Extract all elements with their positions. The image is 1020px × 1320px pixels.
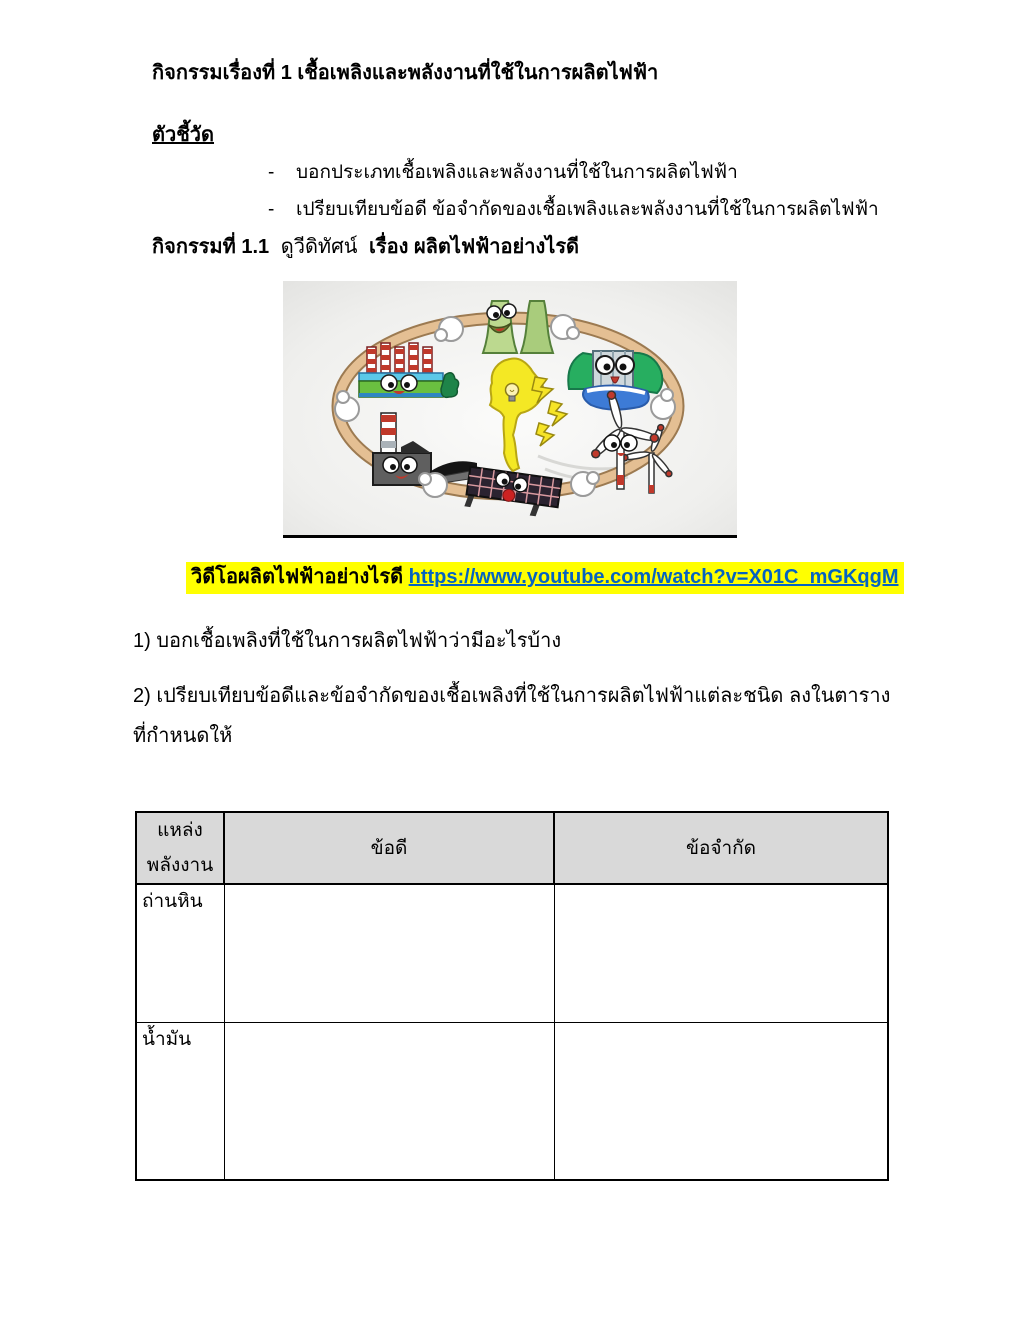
table-header-row [136, 812, 888, 884]
activity-heading [152, 232, 579, 262]
question-2: 2) เปรียบเทียบข้อดีและข้อจำกัดของเชื้อเพลิงที่ใช้ในการผลิตไฟฟ้าแต่ละชนิด ลงในตาราง [133, 685, 891, 707]
indicator-item [268, 195, 879, 232]
power-sources-cartoon [283, 281, 737, 535]
header-energy-source: แหล่ง พลังงาน [136, 812, 224, 884]
worksheet-illustration [283, 281, 737, 538]
cell-oil-pros[interactable] [224, 1023, 554, 1181]
comparison-table-wrap [135, 811, 889, 1181]
bullet-dash: - [268, 199, 275, 220]
indicator-text: บอกประเภทเชื้อเพลิงและพลังงานที่ใช้ในการผลิตไฟฟ้า [296, 162, 738, 183]
video-caption-line [186, 562, 904, 592]
highlighted-caption [186, 562, 904, 594]
indicator-item [268, 158, 879, 195]
youtube-link[interactable]: https://www.youtube.com/watch?v=X01C_mGKqgM [408, 566, 899, 588]
question-2-continuation: ที่กำหนดให้ [133, 725, 233, 747]
indicators-heading: ตัวชี้วัด [152, 124, 215, 146]
table-row [136, 1023, 888, 1181]
activity-verb: ดูวีดิทัศน์ [280, 236, 358, 258]
header-pros: ข้อดี [224, 812, 554, 884]
cell-oil-cons[interactable] [554, 1023, 888, 1181]
cell-coal-cons[interactable] [554, 884, 888, 1023]
page-title: กิจกรรมเรื่องที่ 1 เชื้อเพลิงและพลังงานที่ใช้ในการผลิตไฟฟ้า [152, 62, 659, 84]
indicator-text: เปรียบเทียบข้อดี ข้อจำกัดของเชื้อเพลิงและพลังงานที่ใช้ในการผลิตไฟฟ้า [296, 199, 879, 220]
row-label-oil: น้ำมัน [136, 1023, 224, 1181]
comparison-table [135, 811, 889, 1181]
row-label-coal: ถ่านหิน [136, 884, 224, 1023]
header-cons: ข้อจำกัด [554, 812, 888, 884]
video-caption-text: วิดีโอผลิตไฟฟ้าอย่างไรดี [191, 566, 404, 588]
activity-number: กิจกรรมที่ 1.1 [152, 236, 270, 258]
indicator-list [268, 158, 879, 232]
cell-coal-pros[interactable] [224, 884, 554, 1023]
table-row [136, 884, 888, 1023]
question-1: 1) บอกเชื้อเพลิงที่ใช้ในการผลิตไฟฟ้าว่ามีอะไรบ้าง [133, 630, 562, 652]
bullet-dash: - [268, 162, 275, 183]
activity-title: เรื่อง ผลิตไฟฟ้าอย่างไรดี [369, 236, 580, 258]
